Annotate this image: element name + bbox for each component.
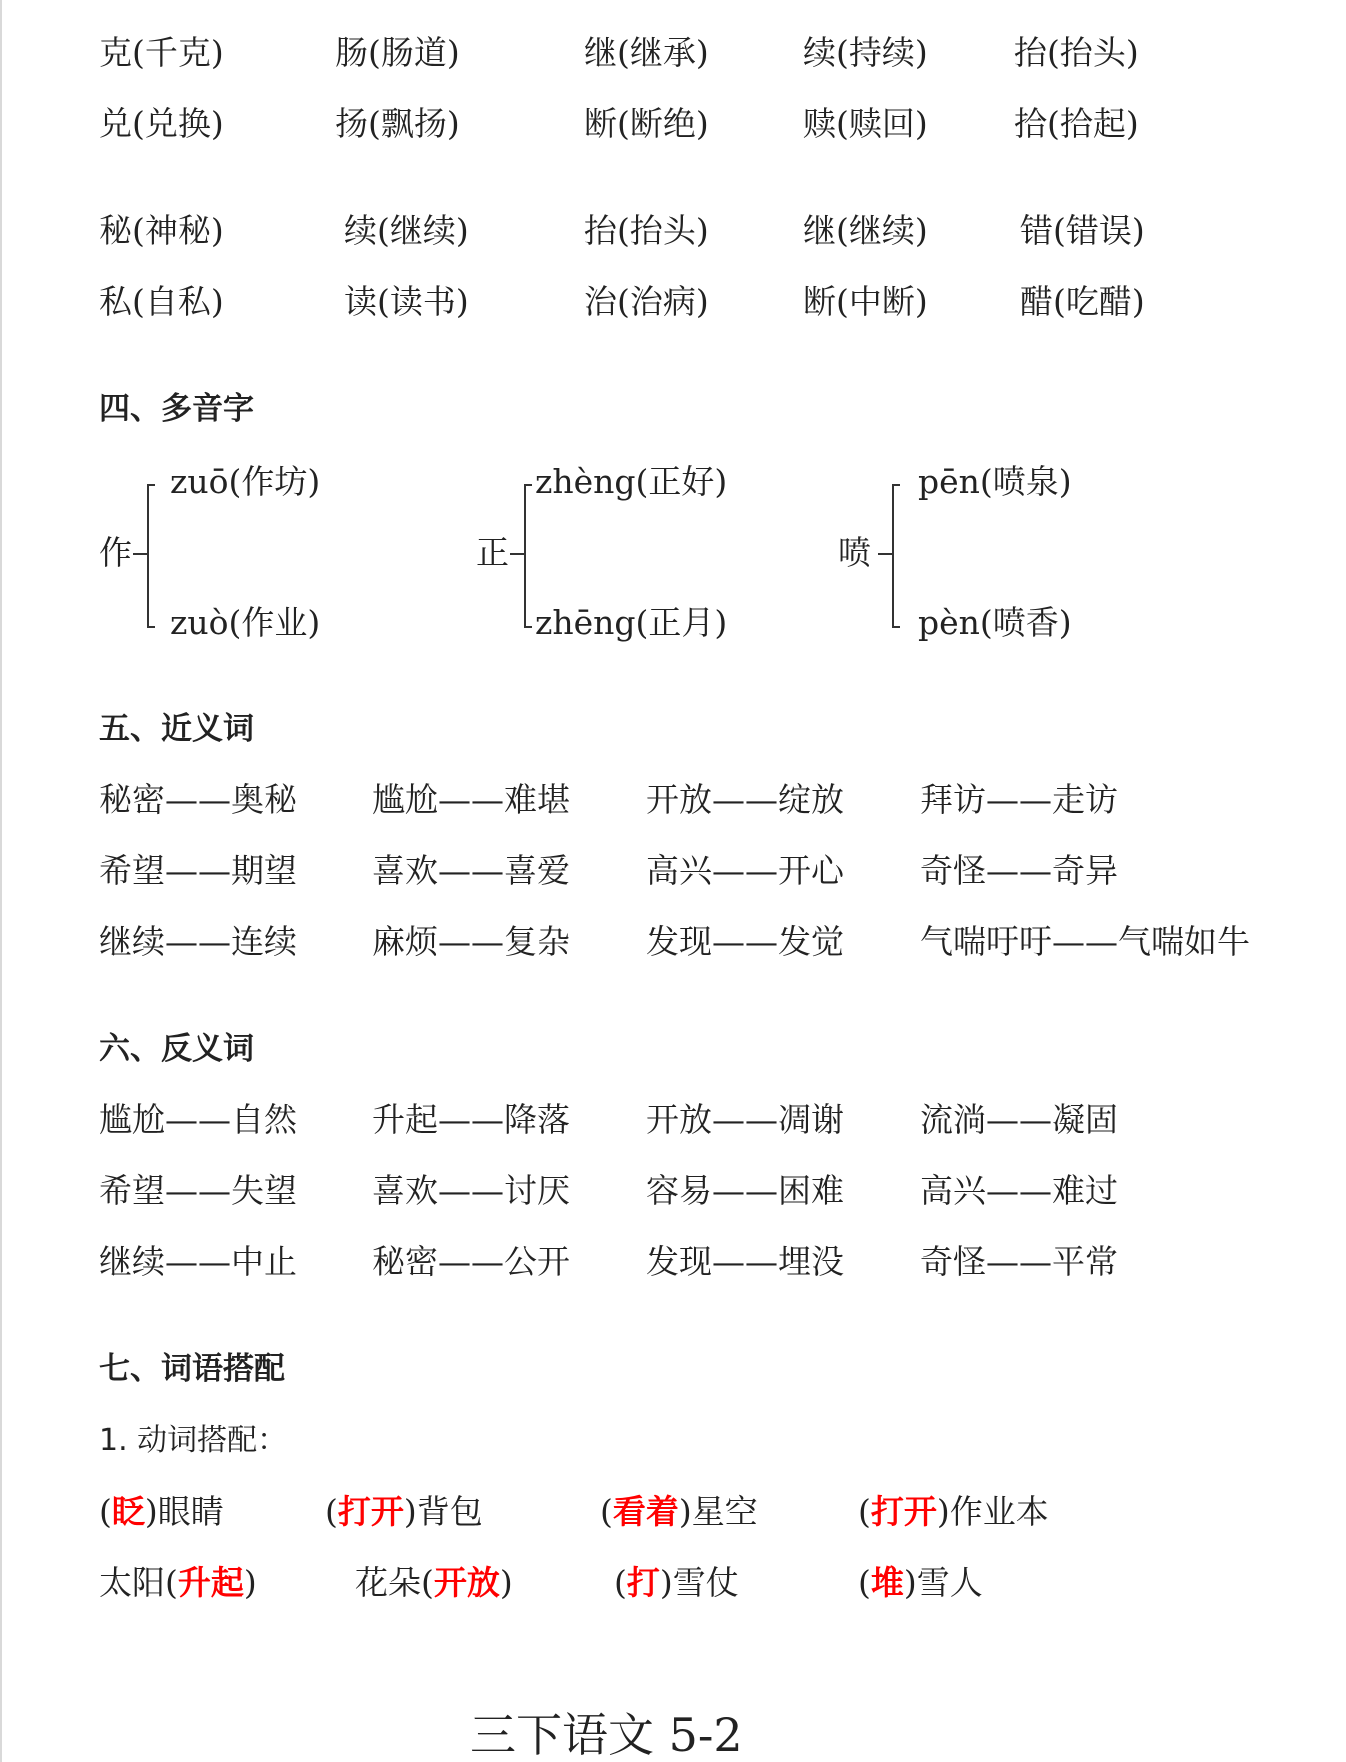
collocation-item: 花朵(开放) <box>355 1563 513 1602</box>
pair-item: 续(持续) <box>803 33 928 72</box>
pair-item: 肠(肠道) <box>335 33 460 72</box>
verb-answer: 打 <box>626 1563 660 1602</box>
bracket-tick <box>510 553 524 555</box>
synonym-pair: 尴尬——难堪 <box>372 780 570 819</box>
synonym-pair: 拜访——走访 <box>920 780 1118 819</box>
pair-item: 抬(抬头) <box>1014 33 1139 72</box>
antonym-pair: 继续——中止 <box>99 1242 297 1281</box>
polyphone-char: 喷 <box>838 533 871 572</box>
antonym-pair: 喜欢——讨厌 <box>372 1171 570 1210</box>
synonym-pair: 麻烦——复杂 <box>372 922 570 961</box>
pair-item: 治(治病) <box>584 282 709 321</box>
antonym-pair: 尴尬——自然 <box>99 1100 297 1139</box>
polyphone-reading-bottom: zuò(作业) <box>170 603 321 642</box>
polyphone-reading-top: zuō(作坊) <box>170 462 321 501</box>
synonym-pair: 秘密——奥秘 <box>99 780 297 819</box>
verb-answer: 看着 <box>612 1492 679 1531</box>
pair-item: 继(继续) <box>803 211 928 250</box>
bracket <box>892 484 900 628</box>
pair-item: 断(断绝) <box>584 104 709 143</box>
section-title-synonyms: 五、近义词 <box>99 711 254 747</box>
pair-item: 兑(兑换) <box>99 104 224 143</box>
polyphone-reading-bottom: pèn(喷香) <box>918 603 1072 642</box>
pair-item: 赎(赎回) <box>803 104 928 143</box>
pair-item: 断(中断) <box>803 282 928 321</box>
polyphone-reading-top: pēn(喷泉) <box>918 462 1072 501</box>
verb-answer: 打开 <box>337 1492 404 1531</box>
antonym-pair: 发现——埋没 <box>646 1242 844 1281</box>
collocation-item: (看着)星空 <box>600 1492 758 1531</box>
polyphone-reading-bottom: zhēng(正月) <box>535 603 728 642</box>
synonym-pair: 气喘吁吁——气喘如牛 <box>920 922 1250 961</box>
synonym-pair: 奇怪——奇异 <box>920 851 1118 890</box>
pair-item: 私(自私) <box>99 282 224 321</box>
verb-answer: 堆 <box>870 1563 904 1602</box>
page-edge <box>0 0 2 1762</box>
bracket <box>524 484 532 628</box>
pair-item: 克(千克) <box>99 33 224 72</box>
bracket-tick <box>133 553 147 555</box>
verb-answer: 眨 <box>111 1492 145 1531</box>
antonym-pair: 升起——降落 <box>372 1100 570 1139</box>
collocation-item: (打开)背包 <box>325 1492 483 1531</box>
pair-item: 错(错误) <box>1020 211 1145 250</box>
pair-item: 秘(神秘) <box>99 211 224 250</box>
pair-item: 续(继续) <box>344 211 469 250</box>
polyphone-char: 正 <box>476 533 509 572</box>
pair-item: 拾(拾起) <box>1014 104 1139 143</box>
section-title-collocations: 七、词语搭配 <box>99 1351 285 1387</box>
synonym-pair: 喜欢——喜爱 <box>372 851 570 890</box>
verb-answer: 升起 <box>177 1563 244 1602</box>
antonym-pair: 秘密——公开 <box>372 1242 570 1281</box>
collocation-item: (打开)作业本 <box>858 1492 1049 1531</box>
pair-item: 扬(飘扬) <box>335 104 460 143</box>
antonym-pair: 奇怪——平常 <box>920 1242 1118 1281</box>
collocation-item: (眨)眼睛 <box>99 1492 224 1531</box>
antonym-pair: 容易——困难 <box>646 1171 844 1210</box>
antonym-pair: 高兴——难过 <box>920 1171 1118 1210</box>
pair-item: 醋(吃醋) <box>1020 282 1145 321</box>
antonym-pair: 流淌——凝固 <box>920 1100 1118 1139</box>
collocation-item: (堆)雪人 <box>858 1563 983 1602</box>
polyphone-reading-top: zhèng(正好) <box>535 462 728 501</box>
antonym-pair: 开放——凋谢 <box>646 1100 844 1139</box>
pair-item: 读(读书) <box>344 282 469 321</box>
antonym-pair: 希望——失望 <box>99 1171 297 1210</box>
synonym-pair: 开放——绽放 <box>646 780 844 819</box>
polyphone-char: 作 <box>99 533 132 572</box>
section-title-polyphonic: 四、多音字 <box>99 391 254 427</box>
subsection-title-verb-collocations: 1. 动词搭配： <box>99 1423 288 1458</box>
verb-answer: 开放 <box>433 1563 500 1602</box>
bracket-tick <box>878 553 892 555</box>
collocation-item: (打)雪仗 <box>614 1563 739 1602</box>
page-footer: 三下语文 5-2 <box>470 1708 743 1762</box>
pair-item: 抬(抬头) <box>584 211 709 250</box>
pair-item: 继(继承) <box>584 33 709 72</box>
bracket <box>147 484 155 628</box>
synonym-pair: 发现——发觉 <box>646 922 844 961</box>
collocation-item: 太阳(升起) <box>99 1563 257 1602</box>
synonym-pair: 希望——期望 <box>99 851 297 890</box>
synonym-pair: 高兴——开心 <box>646 851 844 890</box>
verb-answer: 打开 <box>870 1492 937 1531</box>
section-title-antonyms: 六、反义词 <box>99 1031 254 1067</box>
synonym-pair: 继续——连续 <box>99 922 297 961</box>
